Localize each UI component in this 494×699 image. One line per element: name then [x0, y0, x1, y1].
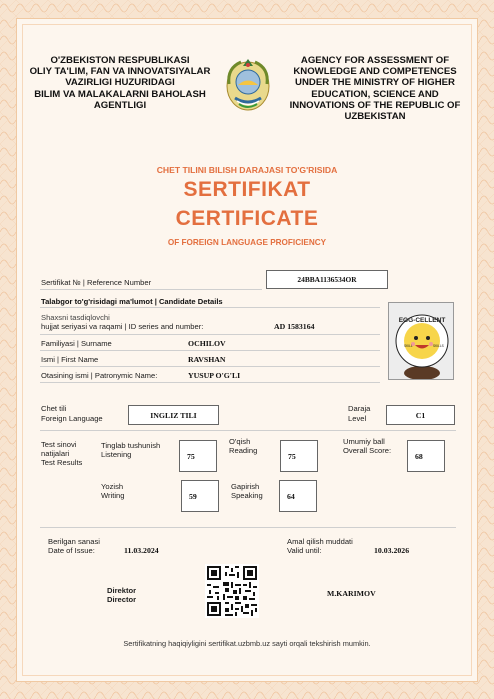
results-label-line-2: natijalari: [41, 449, 70, 458]
divider: [40, 334, 380, 335]
divider: [40, 289, 262, 290]
language-label-line-2: Foreign Language: [41, 414, 103, 423]
level-label-line-2: Level: [348, 414, 367, 423]
reference-number-box: 24BBA1136534OR: [266, 270, 388, 289]
header-left-line: AGENTLIGI: [93, 99, 147, 111]
title-main-uz: SERTIFIKAT: [183, 178, 311, 201]
first-name-value: RAVSHAN: [188, 355, 226, 364]
title-sub-en: OF FOREIGN LANGUAGE PROFICIENCY: [167, 238, 327, 247]
header-left-line: O'ZBEKISTON RESPUBLIKASI: [50, 55, 190, 66]
director-label-line-1: Direktor: [107, 586, 137, 595]
egg-badge-small-right: SKILLS: [433, 344, 444, 348]
language-label-line-1: Chet tili: [41, 404, 67, 413]
candidate-photo: [388, 302, 454, 380]
header-right-line: UNDER THE MINISTRY OF HIGHER: [295, 77, 455, 89]
id-label-line-2: hujjat seriyasi va raqami | ID series and number:: [41, 322, 204, 331]
results-label-line-1: Test sinovi: [41, 440, 77, 449]
valid-until-value: 10.03.2026: [374, 546, 410, 555]
egg-badge-text: EGG-CELLENT: [398, 317, 446, 324]
divider: [40, 350, 380, 351]
verification-footer: Sertifikatning haqiqiyligini sertifikat.uzbmb.uz sayti orqali tekshirish mumkin.: [123, 639, 371, 648]
surname-label: Familiyasi | Surname: [41, 339, 112, 348]
level-label-line-1: Daraja: [348, 404, 371, 413]
overall-label-line-1: Umumiy ball: [343, 437, 385, 446]
overall-score-box: 68: [407, 440, 445, 472]
director-name: M.KARIMOV: [327, 589, 376, 598]
reading-score-box: 75: [280, 440, 318, 472]
title-sub-uz: CHET TILINI BILISH DARAJASI TO'G'RISIDA: [156, 165, 338, 175]
valid-label-line-2: Valid until:: [287, 546, 322, 555]
issue-label-line-1: Berilgan sanasi: [48, 537, 100, 546]
patronymic-value: YUSUP O'G'LI: [188, 371, 241, 380]
id-value: AD 1583164: [274, 322, 315, 331]
first-name-label: Ismi | First Name: [41, 355, 99, 364]
state-emblem-icon: [223, 54, 273, 114]
header-left-org: [20, 55, 220, 111]
listening-label-line-2: Listening: [101, 450, 132, 459]
surname-value: OCHILOV: [188, 339, 226, 348]
header-left-line: OLIY TA'LIM, FAN VA INNOVATSIYALAR: [29, 66, 211, 78]
issue-date-value: 11.03.2024: [124, 546, 159, 555]
patronymic-label: Otasining ismi | Patronymic Name:: [41, 371, 158, 380]
divider: [40, 527, 456, 528]
director-label-line-2: Director: [107, 595, 137, 604]
egg-badge-small-left: SKILL: [404, 344, 413, 348]
divider: [40, 430, 456, 431]
header-right-line: AGENCY FOR ASSESSMENT OF: [300, 55, 450, 66]
qr-code-icon: [205, 564, 259, 618]
divider: [40, 307, 380, 308]
listening-label-line-1: Tinglab tushunish: [101, 441, 161, 450]
issue-label-line-2: Date of Issue:: [48, 546, 95, 555]
overall-label-line-2: Overall Score:: [343, 446, 392, 455]
header-left-line: BILIM VA MALAKALARNI BAHOLASH: [34, 88, 206, 100]
header-left-line: VAZIRLIGI HUZURIDAGI: [65, 77, 175, 89]
level-value-box: C1: [386, 405, 455, 425]
speaking-label-line-2: Speaking: [231, 491, 263, 500]
divider: [40, 366, 380, 367]
id-label-line-1: Shaxsni tasdiqlovchi: [41, 313, 110, 322]
title-main-en: CERTIFICATE: [175, 207, 319, 230]
header-right-org: [275, 55, 475, 122]
speaking-score-box: 64: [279, 480, 317, 512]
listening-score-box: 75: [179, 440, 217, 472]
language-value-box: INGLIZ TILI: [128, 405, 219, 425]
header-right-line: KNOWLEDGE AND COMPETENCES: [293, 66, 457, 78]
header-right-line: INNOVATIONS OF THE REPUBLIC OF: [289, 99, 461, 111]
reading-label-line-1: O'qish: [229, 437, 251, 446]
results-label-line-3: Test Results: [41, 458, 83, 467]
writing-label-line-2: Writing: [101, 491, 125, 500]
header-right-line: EDUCATION, SCIENCE AND: [311, 88, 439, 100]
speaking-label-line-1: Gapirish: [231, 482, 260, 491]
reference-label: Sertifikat № | Reference Number: [41, 278, 152, 287]
header-right-line: UZBEKISTAN: [344, 111, 406, 123]
egg-face-icon: [389, 303, 454, 380]
reading-label-line-2: Reading: [229, 446, 258, 455]
writing-score-box: 59: [181, 480, 219, 512]
divider: [40, 382, 380, 383]
writing-label-line-1: Yozish: [101, 482, 124, 491]
valid-label-line-1: Amal qilish muddati: [287, 537, 353, 546]
candidate-section-title: Talabgor to'g'risidagi ma'lumot | Candidate Details: [41, 297, 223, 306]
